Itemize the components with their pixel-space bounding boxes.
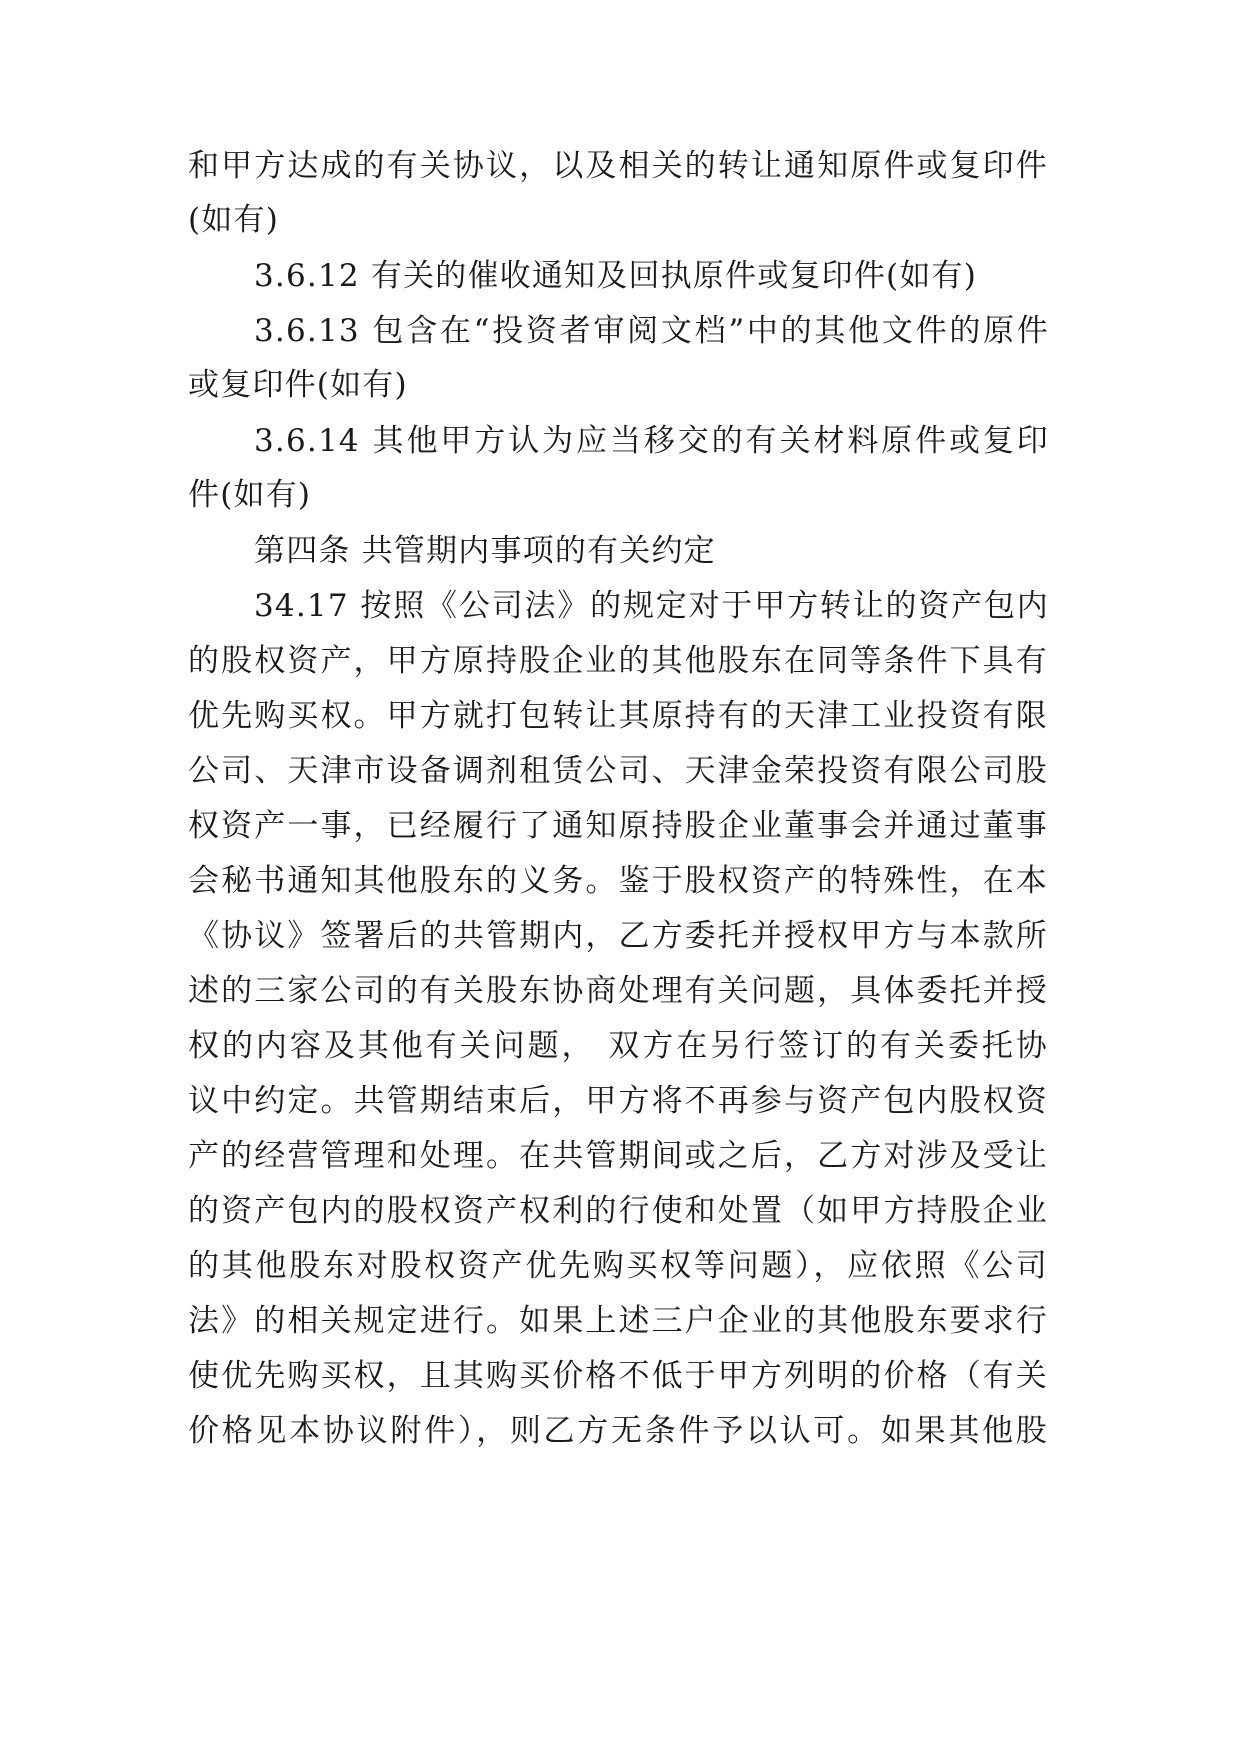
text-line: 和甲方达成的有关协议，以及相关的转让通知原件或复印件 xyxy=(188,148,1048,184)
text-line: 《协议》签署后的共管期内，乙方委托并授权甲方与本款所 xyxy=(188,918,1048,954)
text-line: 的资产包内的股权资产权利的行使和处置（如甲方持股企业 xyxy=(188,1193,1048,1229)
text-line: 3.6.14 其他甲方认为应当移交的有关材料原件或复印 xyxy=(254,423,1049,459)
text-line: 或复印件(如有) xyxy=(188,367,408,403)
text-line: 权资产一事，已经履行了通知原持股企业董事会并通过董事 xyxy=(188,808,1048,844)
text-line: 34.17 按照《公司法》的规定对于甲方转让的资产包内 xyxy=(254,588,1049,624)
text-line: 3.6.13 包含在“投资者审阅文档”中的其他文件的原件 xyxy=(254,313,1049,349)
text-line: 法》的相关规定进行。如果上述三户企业的其他股东要求行 xyxy=(188,1303,1048,1339)
text-line: 的股权资产，甲方原持股企业的其他股东在同等条件下具有 xyxy=(188,643,1048,679)
text-line: 议中约定。共管期结束后，甲方将不再参与资产包内股权资 xyxy=(188,1083,1048,1119)
text-line: 的其他股东对股权资产优先购买权等问题），应依照《公司 xyxy=(188,1248,1048,1284)
text-line: 件(如有) xyxy=(188,477,312,513)
text-line: 公司、天津市设备调剂租赁公司、天津金荣投资有限公司股 xyxy=(188,753,1048,789)
text-line: 产的经营管理和处理。在共管期间或之后，乙方对涉及受让 xyxy=(188,1138,1048,1174)
text-line: 述的三家公司的有关股东协商处理有关问题，具体委托并授 xyxy=(188,973,1048,1009)
text-line: 3.6.12 有关的催收通知及回执原件或复印件(如有) xyxy=(254,258,978,294)
text-line: 价格见本协议附件），则乙方无条件予以认可。如果其他股 xyxy=(188,1413,1048,1449)
text-line: 使优先购买权，且其购买价格不低于甲方列明的价格（有关 xyxy=(188,1358,1048,1394)
text-line: 会秘书通知其他股东的义务。鉴于股权资产的特殊性，在本 xyxy=(188,863,1048,899)
section-heading: 第四条 共管期内事项的有关约定 xyxy=(254,533,716,569)
text-line: 优先购买权。甲方就打包转让其原持有的天津工业投资有限 xyxy=(188,698,1048,734)
text-line: 权的内容及其他有关问题， 双方在另行签订的有关委托协 xyxy=(188,1028,1048,1064)
text-line: (如有) xyxy=(188,202,279,238)
